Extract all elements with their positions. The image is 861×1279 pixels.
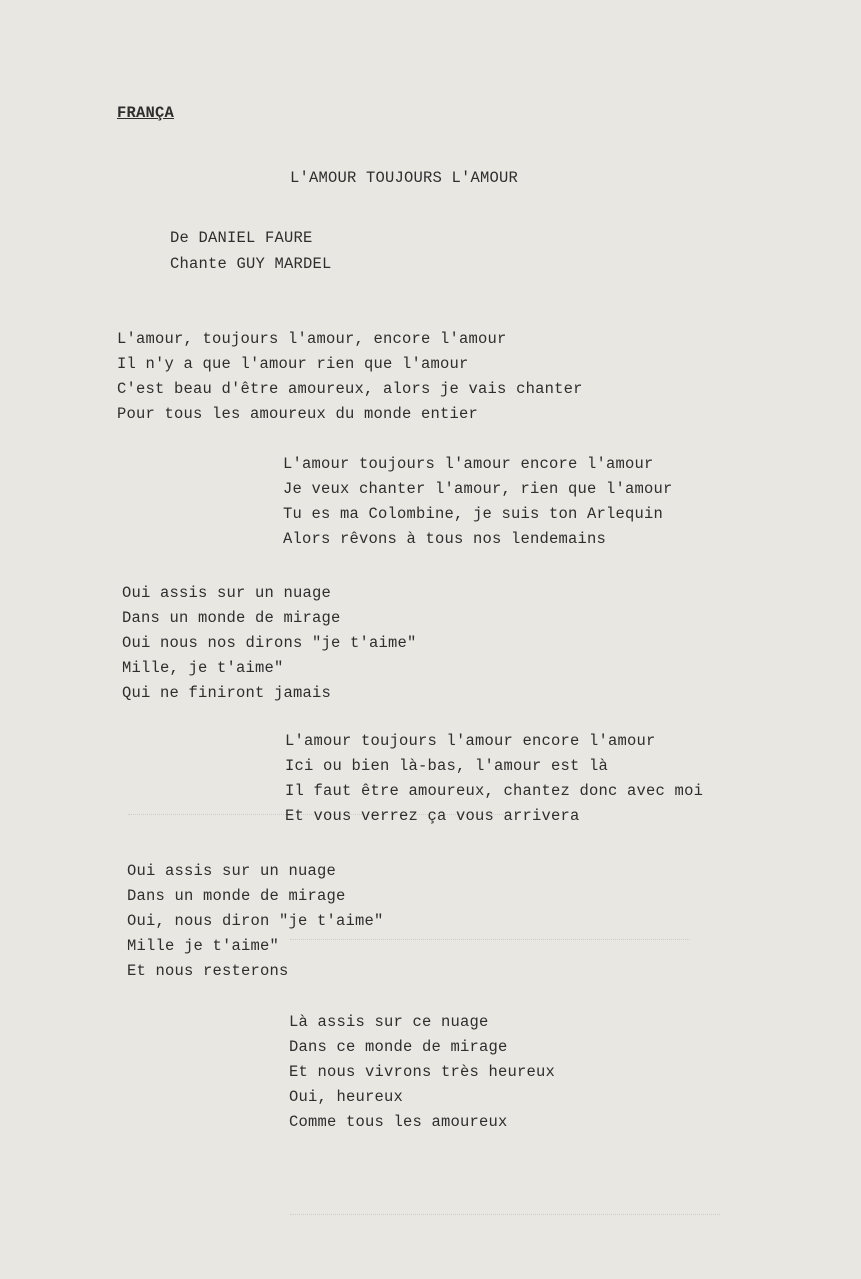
lyric-line: Comme tous les amoureux [289, 1113, 508, 1131]
lyric-line: Dans un monde de mirage [127, 887, 346, 905]
lyric-line: Oui nous nos dirons "je t'aime" [122, 634, 417, 652]
lyric-line: Tu es ma Colombine, je suis ton Arlequin [283, 505, 664, 523]
lyric-line: Qui ne finiront jamais [122, 684, 332, 702]
lyric-line: Il n'y a que l'amour rien que l'amour [117, 355, 469, 373]
lyric-line: Dans ce monde de mirage [289, 1038, 508, 1056]
lyric-line: C'est beau d'être amoureux, alors je vais chanter [117, 380, 583, 398]
lyric-line: Je veux chanter l'amour, rien que l'amour [283, 480, 673, 498]
lyric-line: Pour tous les amoureux du monde entier [117, 405, 479, 423]
section-header: FRANÇA [117, 104, 175, 122]
lyric-line: Oui assis sur un nuage [122, 584, 332, 602]
lyric-line: Là assis sur ce nuage [289, 1013, 489, 1031]
lyric-line: Oui, nous diron "je t'aime" [127, 912, 384, 930]
show-through-mark [290, 1200, 720, 1215]
lyric-line: Et vous verrez ça vous arrivera [285, 807, 580, 825]
lyric-line: L'amour toujours l'amour encore l'amour [285, 732, 656, 750]
lyric-line: Il faut être amoureux, chantez donc avec moi [285, 782, 704, 800]
lyric-line: Et nous vivrons très heureux [289, 1063, 556, 1081]
lyric-line: Mille, je t'aime" [122, 659, 284, 677]
lyric-line: Et nous resterons [127, 962, 289, 980]
singer-credit: Chante GUY MARDEL [170, 255, 332, 273]
lyric-line: Mille je t'aime" [127, 937, 280, 955]
author-credit: De DANIEL FAURE [170, 229, 313, 247]
song-title: L'AMOUR TOUJOURS L'AMOUR [290, 169, 519, 187]
lyric-line: Alors rêvons à tous nos lendemains [283, 530, 607, 548]
lyric-line: Oui, heureux [289, 1088, 404, 1106]
lyric-line: L'amour toujours l'amour encore l'amour [283, 455, 654, 473]
lyric-line: L'amour, toujours l'amour, encore l'amour [117, 330, 507, 348]
lyric-line: Oui assis sur un nuage [127, 862, 337, 880]
lyric-line: Dans un monde de mirage [122, 609, 341, 627]
lyric-line: Ici ou bien là-bas, l'amour est là [285, 757, 609, 775]
